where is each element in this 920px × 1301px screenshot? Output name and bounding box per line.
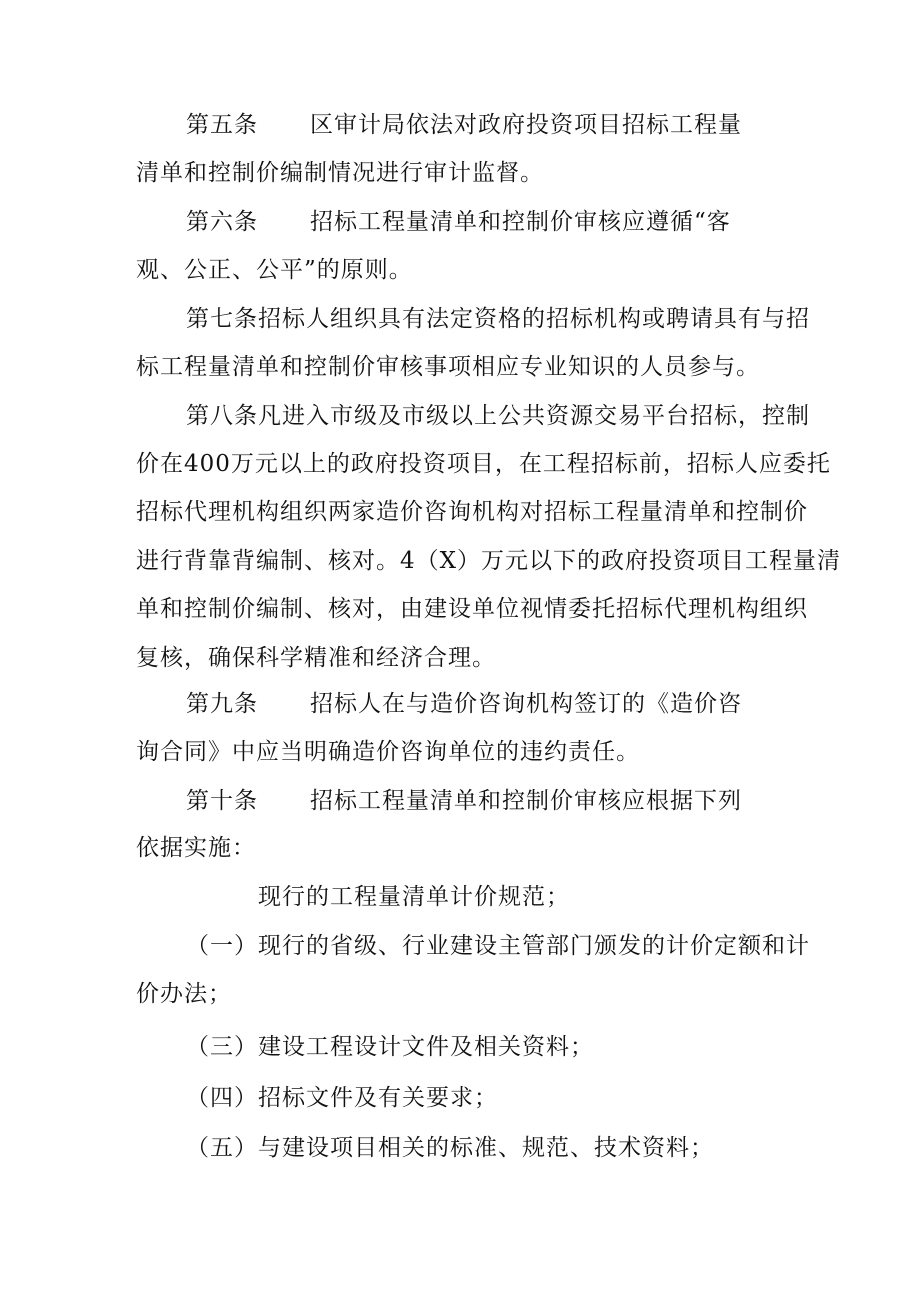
article-8-line-2: 价在400万元以上的政府投资项目，在工程招标前，招标人应委托 <box>136 451 831 477</box>
article-9-label: 第九条 <box>186 691 258 717</box>
article-9-line-1: 第九条 招标人在与造价咨询机构签订的《造价咨 <box>186 691 742 717</box>
basis-item-2-line-1: （一）现行的省级、行业建设主管部门颁发的计价定额和计 <box>186 933 810 959</box>
article-10-label: 第十条 <box>186 788 258 814</box>
basis-item-3: （三）建设工程设计文件及相关资料； <box>186 1034 594 1060</box>
article-7-line-1: 第七条招标人组织具有法定资格的招标机构或聘请具有与招 <box>186 306 810 332</box>
article-6-line-2: 观、公正、公平”的原则。 <box>136 257 413 283</box>
article-8-line-1: 第八条凡进入市级及市级以上公共资源交易平台招标，控制 <box>186 403 810 429</box>
article-5-line-2: 清单和控制价编制情况进行审计监督。 <box>136 160 544 186</box>
article-9-line-2: 询合同》中应当明确造价咨询单位的违约责任。 <box>136 739 640 765</box>
basis-item-5: （五）与建设项目相关的标准、规范、技术资料； <box>186 1135 714 1161</box>
basis-item-4: （四）招标文件及有关要求； <box>186 1085 498 1111</box>
article-6-label: 第六条 <box>186 209 258 235</box>
basis-item-2-line-2: 价办法； <box>136 981 232 1007</box>
article-6-line-1: 第六条 招标工程量清单和控制价审核应遵循“客 <box>186 209 731 235</box>
article-5-label: 第五条 <box>186 112 258 138</box>
article-7-line-2: 标工程量清单和控制价审核事项相应专业知识的人员参与。 <box>136 354 760 380</box>
article-5-line-1: 第五条 区审计局依法对政府投资项目招标工程量 <box>186 112 742 138</box>
article-8-line-3: 招标代理机构组织两家造价咨询机构对招标工程量清单和控制价 <box>136 499 808 525</box>
article-8-line-5: 单和控制价编制、核对，由建设单位视情委托招标代理机构组织 <box>136 596 808 622</box>
basis-item-1: 现行的工程量清单计价规范； <box>258 884 570 910</box>
article-10-line-1: 第十条 招标工程量清单和控制价审核应根据下列 <box>186 788 742 814</box>
article-8-line-4: 进行背靠背编制、核对。4（X）万元以下的政府投资项目工程量清 <box>136 548 842 574</box>
article-8-line-6: 复核，确保科学精准和经济合理。 <box>136 645 496 671</box>
article-10-line-2: 依据实施： <box>136 835 256 861</box>
